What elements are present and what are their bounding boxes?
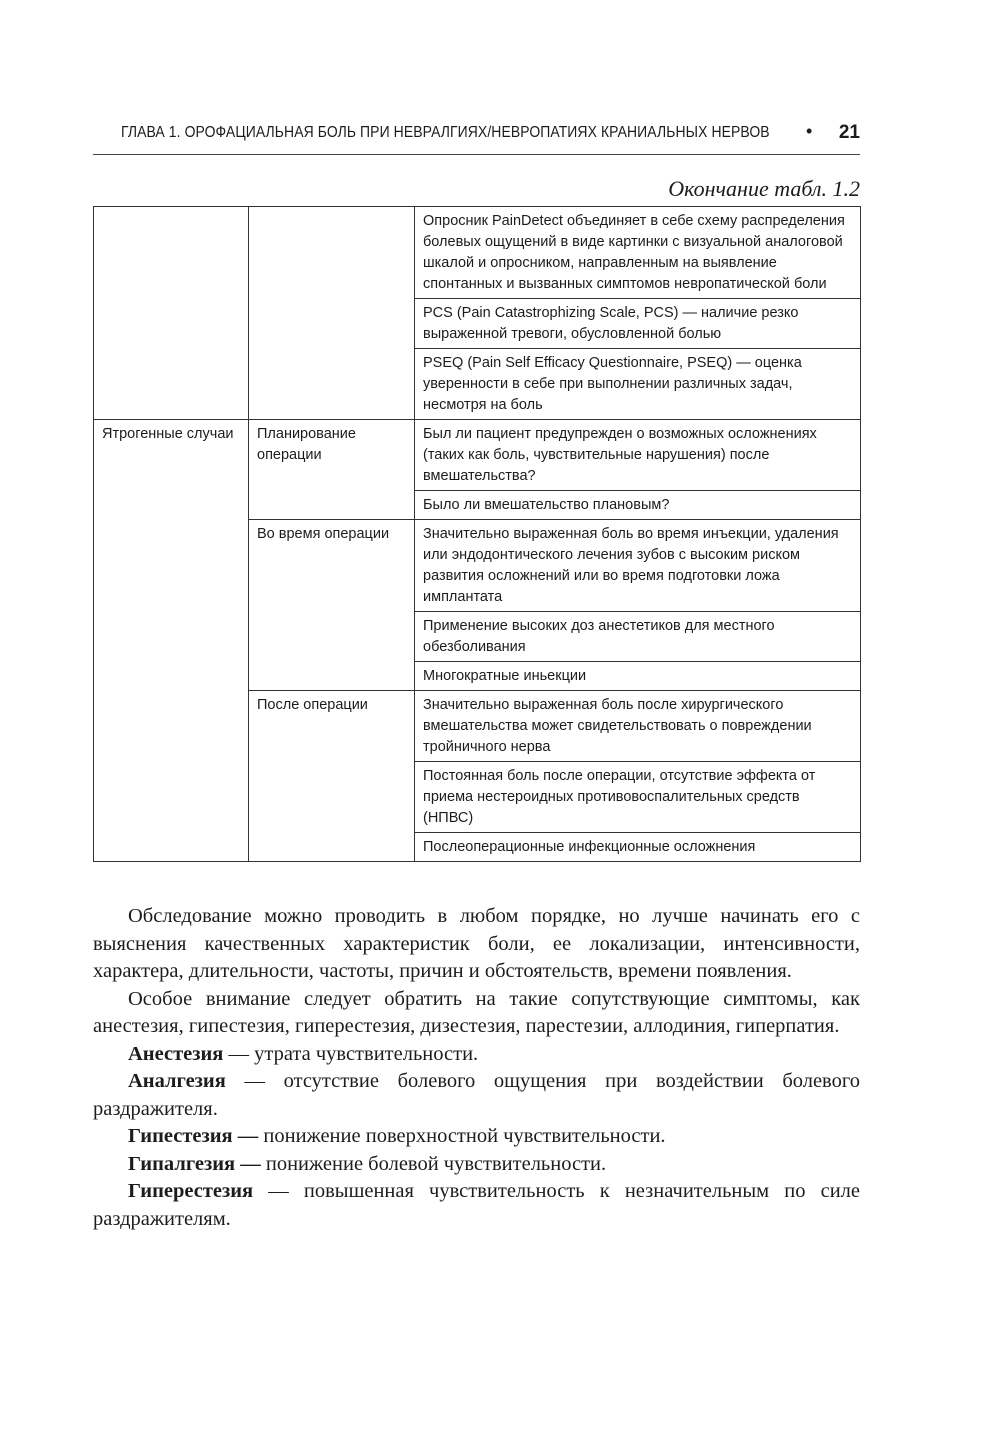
definition-text: — отсутствие болевого ощущения при воздействии болевого раздражителя. <box>93 1070 860 1120</box>
category-cell-empty <box>94 207 249 420</box>
table-row <box>94 420 861 491</box>
item-cell: PCS (Pain Catastrophizing Scale, PCS) — наличие резко выраженной тревоги, обусловленной болью <box>415 299 861 349</box>
item-cell: Постоянная боль после операции, отсутствие эффекта от приема нестероидных противовоспалительных средств (НПВС) <box>415 762 861 833</box>
stage-cell: Во время операции <box>249 520 415 691</box>
definition-text: — повышенная чувствительность к незначительным по силе раздражителям. <box>93 1180 860 1230</box>
table-row <box>94 207 861 299</box>
running-head: ГЛАВА 1. ОРОФАЦИАЛЬНАЯ БОЛЬ ПРИ НЕВРАЛГИЯХ/НЕВРОПАТИЯХ КРАНИАЛЬНЫХ НЕРВОВ <box>121 124 770 141</box>
stage-cell: Планирование операции <box>249 420 415 520</box>
definition <box>93 1041 860 1069</box>
definition <box>93 1068 860 1123</box>
definition-text: понижение поверхностной чувствительности. <box>258 1125 666 1147</box>
definition-text: — утрата чувствительности. <box>223 1042 479 1065</box>
item-cell: Многократные иньекции <box>415 662 861 691</box>
definition-term: Гипалгезия — <box>128 1152 261 1175</box>
stage-cell-empty <box>249 207 415 420</box>
definition-term: Гипестезия — <box>128 1125 259 1147</box>
body-text <box>93 903 860 1233</box>
item-cell: Послеоперационные инфекционные осложнения <box>415 833 861 862</box>
definition <box>93 1178 860 1233</box>
paragraph: Особое внимание следует обратить на такие сопутствующие симптомы, как анестезия, гипестезия, гиперестезия, дизестезия, парестезии, аллодиния, гиперпатия. <box>93 987 860 1037</box>
definition-term: Анестезия <box>128 1042 224 1065</box>
definition <box>93 1151 860 1179</box>
stage-cell: После операции <box>249 691 415 862</box>
page-header <box>93 118 860 155</box>
item-cell: Было ли вмешательство плановым? <box>415 491 861 520</box>
paragraph: Обследование можно проводить в любом порядке, но лучше начинать его с выяснения качественных характеристик боли, ее локализации, интенсивности, характера, длительности, частоты, причин и обстоятельств, времени появления. <box>93 905 860 982</box>
definition-term: Аналгезия <box>128 1070 226 1092</box>
item-cell: Применение высоких доз анестетиков для местного обезболивания <box>415 612 861 662</box>
checklist-table <box>93 206 861 862</box>
item-cell: Значительно выраженная боль во время инъекции, удаления или эндодонтического лечения зубов с высоким риском развития осложнений или во время подготовки ложа имплантата <box>415 520 861 612</box>
category-cell: Ятрогенные случаи <box>94 420 249 862</box>
definition <box>93 1123 860 1151</box>
table-caption: Окончание табл. 1.2 <box>668 176 860 201</box>
definition-text: понижение болевой чувствительности. <box>260 1152 607 1175</box>
item-cell: Значительно выраженная боль после хирургического вмешательства может свидетельствовать о повреждении тройничного нерва <box>415 691 861 762</box>
item-cell: Был ли пациент предупрежден о возможных осложнениях (таких как боль, чувствительные нарушения) после вмешательства? <box>415 420 861 491</box>
definition-term: Гиперестезия <box>128 1180 254 1202</box>
page-number: 21 <box>838 122 860 143</box>
bullet-separator: • <box>806 121 813 141</box>
item-cell: Опросник PainDetect объединяет в себе схему распределения болевых ощущений в виде картинки с визуальной аналоговой шкалой и опросником, направленным на выявление спонтанных и вызванных симптомов невропатической боли <box>415 207 861 299</box>
item-cell: PSEQ (Pain Self Efficacy Questionnaire, PSEQ) — оценка уверенности в себе при выполнении различных задач, несмотря на боль <box>415 349 861 420</box>
